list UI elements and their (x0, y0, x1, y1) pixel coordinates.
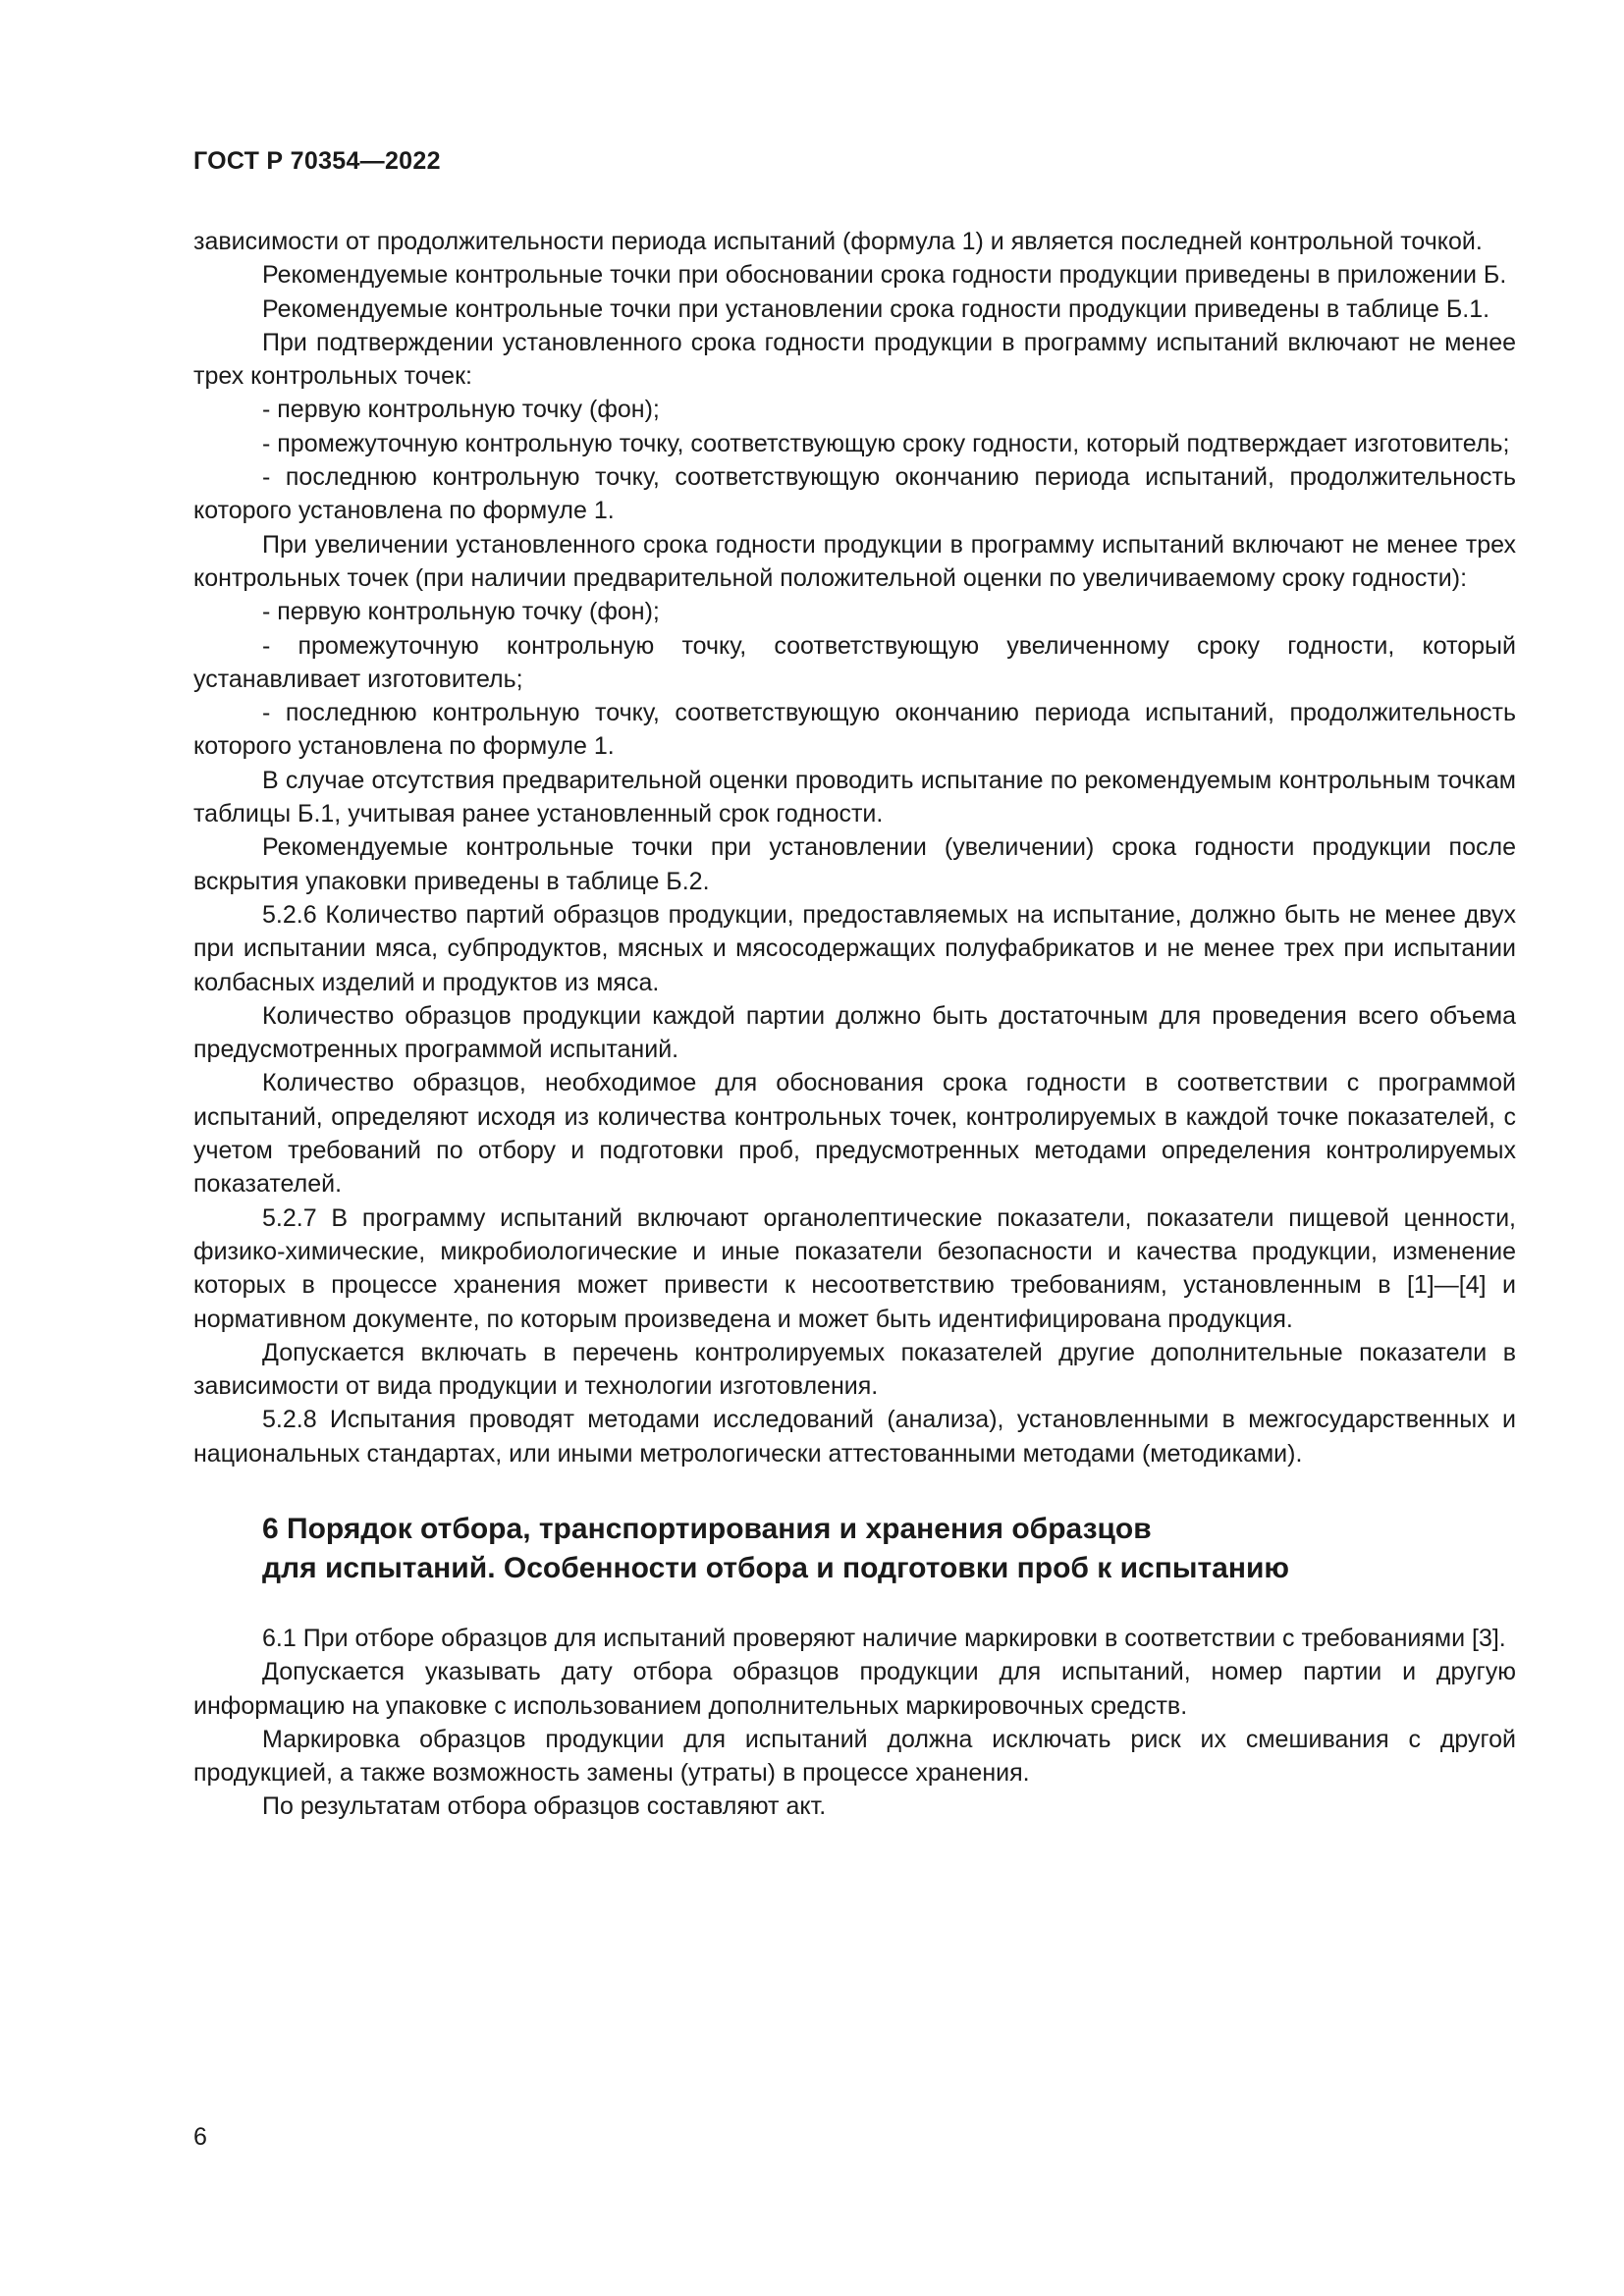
clause-5-2-7: 5.2.7 В программу испытаний включают органолептические показатели, показатели пищевой ценности, физико-химические, микробиологические и иные показатели безопасности и качества продукции, изменение которых в процессе хранения может привести к несоответствию требованиям, установленным в [1]—[4] и нормативном документе, по которым произведена и может быть идентифицирована продукция. (193, 1203, 1516, 1333)
paragraph: Допускается указывать дату отбора образцов продукции для испытаний, номер партии и другую информацию на упаковке с использованием дополнительных маркировочных средств. (193, 1658, 1516, 1720)
clause-5-2-8: 5.2.8 Испытания проводят методами исследований (анализа), установленными в межгосударственных и национальных стандартах, или иными метрологически аттестованными методами (методиками). (193, 1406, 1516, 1468)
paragraph: Количество образцов продукции каждой партии должно быть достаточным для проведения всего объема предусмотренных программой испытаний. (193, 1001, 1516, 1064)
page-number: 6 (193, 2123, 207, 2151)
section-heading-line-2: для испытаний. Особенности отбора и подготовки проб к испытанию (262, 1551, 1290, 1584)
list-item: - промежуточную контрольную точку, соответствующую увеличенному сроку годности, который устанавливает изготовитель; (193, 631, 1516, 693)
paragraph: Маркировка образцов продукции для испытаний должна исключать риск их смешивания с другой продукцией, а также возможность замены (утраты) в процессе хранения. (193, 1725, 1516, 1788)
paragraph: Рекомендуемые контрольные точки при установлении срока годности продукции приведены в таблице Б.1. (262, 294, 1490, 323)
list-item: - первую контрольную точку (фон); (262, 598, 660, 626)
paragraph: При увеличении установленного срока годности продукции в программу испытаний включают не менее трех контрольных точек (при наличии предварительной положительной оценки по увеличиваемому сроку годности): (193, 530, 1516, 592)
list-item: - первую контрольную точку (фон); (262, 396, 660, 424)
paragraph: Рекомендуемые контрольные точки при обосновании срока годности продукции приведены в приложении Б. (262, 261, 1507, 290)
paragraph: зависимости от продолжительности периода испытаний (формула 1) и является последней контрольной точкой. (193, 228, 1483, 255)
document-code-header: ГОСТ Р 70354—2022 (193, 147, 441, 175)
list-item: - последнюю контрольную точку, соответствующую окончанию периода испытаний, продолжительность которого установлена по формуле 1. (193, 463, 1516, 525)
clause-6-1: 6.1 При отборе образцов для испытаний проверяют наличие маркировки в соответствии с требованиями [3]. (262, 1624, 1506, 1652)
list-item: - промежуточную контрольную точку, соответствующую сроку годности, который подтверждает изготовитель; (262, 429, 1510, 457)
paragraph: По результатам отбора образцов составляют акт. (262, 1792, 827, 1821)
paragraph: В случае отсутствия предварительной оценки проводить испытание по рекомендуемым контрольным точкам таблицы Б.1, учитывая ранее установленный срок годности. (193, 766, 1516, 828)
clause-5-2-6: 5.2.6 Количество партий образцов продукции, предоставляемых на испытание, должно быть не менее двух при испытании мяса, субпродуктов, мясных и мясосодержащих полуфабрикатов и не менее трех при испытании колбасных изделий и продуктов из мяса. (193, 900, 1516, 996)
paragraph: Рекомендуемые контрольные точки при установлении (увеличении) срока годности продукции после вскрытия упаковки приведены в таблице Б.2. (193, 833, 1516, 895)
paragraph: Количество образцов, необходимое для обоснования срока годности в соответствии с программой испытаний, определяют исходя из количества контрольных точек, контролируемых в каждой точке показателей, с учетом требований по отбору и подготовки проб, предусмотренных методами определения контролируемых показателей. (193, 1069, 1516, 1199)
section-6-heading (262, 1510, 1516, 1588)
section-heading-line-1: 6 Порядок отбора, транспортирования и хранения образцов (262, 1512, 1152, 1545)
page-body (193, 225, 1516, 1824)
paragraph: При подтверждении установленного срока годности продукции в программу испытаний включают не менее трех контрольных точек: (193, 328, 1516, 391)
paragraph: Допускается включать в перечень контролируемых показателей другие дополнительные показатели в зависимости от вида продукции и технологии изготовления. (193, 1338, 1516, 1401)
list-item: - последнюю контрольную точку, соответствующую окончанию периода испытаний, продолжительность которого установлена по формуле 1. (193, 699, 1516, 761)
